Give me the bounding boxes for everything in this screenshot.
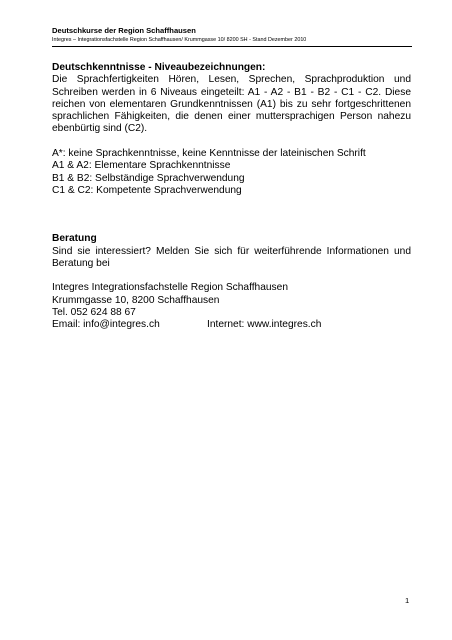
contact-web-row [52, 319, 411, 331]
contact-email: Email: info@integres.ch [52, 319, 160, 331]
header-divider [52, 46, 412, 47]
levels-intro-paragraph: Die Sprachfertigkeiten Hören, Lesen, Sprechen, Sprachproduktion und Schreiben werden in 6 Niveaus eingeteilt: A1 - A2 - B1 - B2 - C1 - C2. Diese reichen von elementaren Grundkenntnissen (A1) bis zu sehr fortgeschrittenen sprachlichen Fähigkeiten, die denen einer muttersprachigen Person nahezu ebenbürtig sind (C2). [52, 74, 411, 135]
level-item-a-star: A*: keine Sprachkenntnisse, keine Kenntnisse der lateinischen Schrift [52, 148, 366, 160]
contact-organization: Integres Integrationsfachstelle Region Schaffhausen [52, 282, 288, 294]
level-item-b1-b2: B1 & B2: Selbständige Sprachverwendung [52, 172, 245, 184]
levels-heading: Deutschkenntnisse - Niveaubezeichnungen: [52, 62, 266, 73]
level-item-c1-c2: C1 & C2: Kompetente Sprachverwendung [52, 184, 242, 196]
contact-internet: Internet: www.integres.ch [207, 319, 322, 331]
level-item-a1-a2: A1 & A2: Elementare Sprachkenntnisse [52, 160, 231, 172]
beratung-heading: Beratung [52, 233, 97, 245]
page-header [52, 26, 412, 44]
beratung-paragraph: Sind sie interessiert? Melden Sie sich für weiterführende Informationen und Beratung bei [52, 245, 411, 269]
header-title: Deutschkurse der Region Schaffhausen [52, 26, 196, 35]
contact-phone: Tel. 052 624 88 67 [52, 307, 136, 319]
header-subtitle: Integres – Integrationsfachstelle Region Schaffhausen/ Krummgasse 10/ 8200 SH - Stand Dezember 2010 [52, 37, 307, 43]
document-body [52, 62, 411, 332]
page-number: 1 [405, 596, 410, 605]
contact-address: Krummgasse 10, 8200 Schaffhausen [52, 294, 220, 306]
